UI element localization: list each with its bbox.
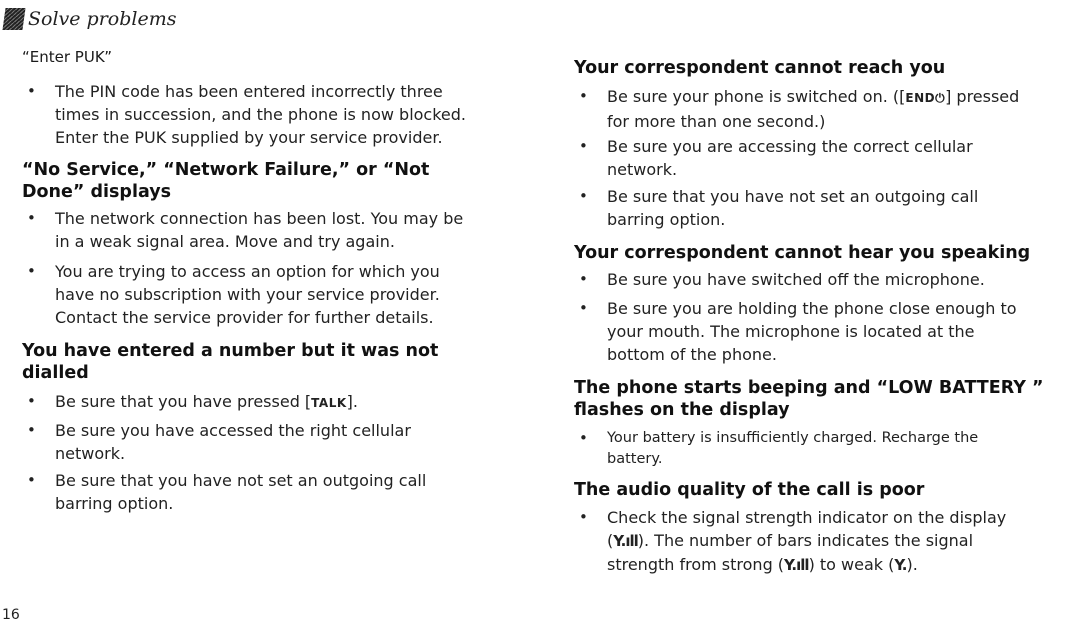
item-text: ). The number of bars indicates the signal — [637, 531, 974, 550]
bullet-icon: • — [579, 187, 588, 205]
bullet-icon: • — [27, 392, 36, 410]
bullet-icon: • — [27, 209, 36, 227]
item-line: The network connection has been lost. You may be — [55, 209, 464, 228]
item-line: The PIN code has been entered incorrectly three — [55, 82, 443, 101]
heading-line: dialled — [22, 363, 89, 383]
bullet-icon: • — [579, 87, 588, 105]
end-key-label: END — [905, 91, 936, 105]
enter-puk-label: “Enter PUK” — [22, 48, 112, 66]
heading-line: flashes on the display — [574, 400, 790, 420]
item-text: ] pressed — [945, 87, 1020, 106]
bullet-icon: • — [27, 421, 36, 439]
bullet-icon: • — [579, 270, 588, 288]
list-item — [574, 297, 1070, 366]
item-line: barring option. — [607, 210, 726, 229]
heading-line: Done” displays — [22, 182, 172, 202]
bullet-icon: • — [579, 299, 588, 317]
list-item — [574, 185, 1070, 231]
list-item-puk — [22, 80, 522, 149]
item-line: Be sure you are accessing the correct cellular — [607, 137, 973, 156]
item-line: your mouth. The microphone is located at the — [607, 322, 975, 341]
item-line: Be sure you have accessed the right cellular — [55, 421, 411, 440]
item-line: Be sure you are holding the phone close enough to — [607, 299, 1017, 318]
bullet-icon: • — [579, 137, 588, 155]
item-line: battery. — [607, 451, 663, 467]
heading-line: The phone starts beeping and “LOW BATTERY ” — [574, 378, 1044, 398]
bullet-icon: • — [27, 471, 36, 489]
list-item-talk — [22, 390, 522, 415]
section-marker-icon — [2, 8, 25, 30]
item-line: bottom of the phone. — [607, 345, 777, 364]
bullet-icon: • — [27, 262, 36, 280]
header-title: Solve problems — [28, 8, 177, 30]
item-text: ]. — [346, 392, 358, 411]
bullet-icon: • — [579, 429, 588, 447]
list-item — [22, 419, 522, 465]
list-item — [22, 260, 522, 329]
item-line: barring option. — [55, 494, 174, 513]
item-line: Your battery is insufficiently charged. Recharge the — [607, 430, 979, 446]
list-item — [574, 428, 1070, 470]
heading-cannot-reach: Your correspondent cannot reach you — [574, 58, 946, 78]
item-line: network. — [607, 160, 678, 179]
item-line: times in succession, and the phone is now blocked. — [55, 105, 466, 124]
list-item-signal — [574, 506, 1070, 577]
list-item — [22, 207, 522, 253]
heading-not-dialled — [22, 340, 438, 384]
signal-strength-icon: Y.ıll — [613, 532, 638, 550]
item-line: Be sure you have switched off the microphone. — [607, 270, 985, 289]
list-item — [574, 268, 1070, 291]
item-line: Be sure that you have not set an outgoing call — [607, 187, 979, 206]
item-line: Contact the service provider for further details. — [55, 308, 434, 327]
power-icon: ⏻ — [935, 91, 946, 105]
heading-line: You have entered a number but it was not — [22, 341, 439, 361]
bullet-icon: • — [579, 508, 588, 526]
item-text: ). — [906, 555, 918, 574]
heading-line: “No Service,” “Network Failure,” or “Not — [22, 160, 430, 180]
list-item — [574, 135, 1070, 181]
item-line: in a weak signal area. Move and try again. — [55, 232, 395, 251]
page-number: 16 — [2, 607, 20, 623]
item-text: ) to weak ( — [808, 555, 895, 574]
heading-no-service — [22, 159, 429, 203]
item-text: Be sure that you have pressed [ — [55, 392, 312, 411]
signal-strong-icon: Y.ıll — [784, 556, 809, 574]
heading-cannot-hear: Your correspondent cannot hear you speaking — [574, 243, 1031, 263]
heading-audio-quality: The audio quality of the call is poor — [574, 480, 925, 500]
list-item — [22, 469, 522, 515]
item-line: for more than one second.) — [607, 112, 826, 131]
heading-low-battery — [574, 377, 1043, 421]
item-line: have no subscription with your service provider. — [55, 285, 440, 304]
item-text: strength from strong ( — [607, 555, 785, 574]
item-line: network. — [55, 444, 126, 463]
item-text: ( — [607, 531, 614, 550]
item-text: Be sure your phone is switched on. ([ — [607, 87, 906, 106]
list-item-end-key — [574, 85, 1070, 133]
item-line: Check the signal strength indicator on the display — [607, 508, 1007, 527]
item-line: Enter the PUK supplied by your service provider. — [55, 128, 443, 147]
item-line: You are trying to access an option for which you — [55, 262, 440, 281]
item-line: Be sure that you have not set an outgoing call — [55, 471, 427, 490]
page-header — [4, 8, 176, 30]
signal-weak-icon: Y. — [894, 556, 907, 574]
bullet-icon: • — [27, 82, 36, 100]
talk-key-label: TALK — [311, 396, 347, 410]
